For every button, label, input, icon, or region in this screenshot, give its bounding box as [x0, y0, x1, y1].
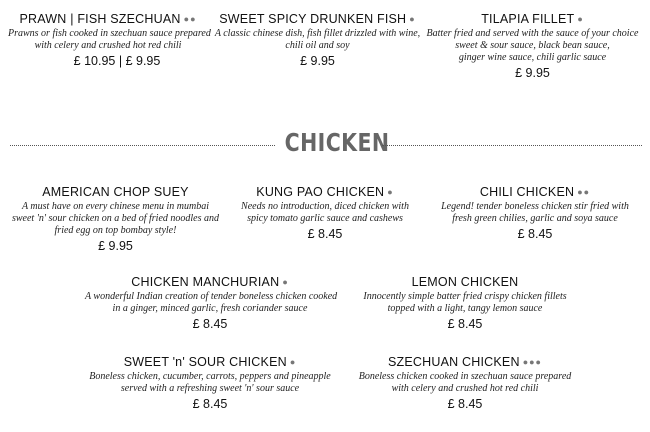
spice-level-indicator: ● [289, 357, 297, 367]
section-title: CHICKEN [284, 128, 390, 157]
dish-title: AMERICAN CHOP SUEY [42, 185, 189, 199]
dish-title: SWEET 'n' SOUR CHICKEN ● [123, 355, 297, 369]
dish-description: Boneless chicken cooked in szechuan sauce prepared with celery and crushed hot red chili [358, 371, 572, 394]
dish-price: £ 8.45 [447, 317, 483, 331]
dish-description: Innocently simple batter fried crispy chicken fillets topped with a light, tangy lemon sauce [363, 291, 567, 314]
dish-title: KUNG PAO CHICKEN ● [256, 185, 394, 199]
dish-description: Needs no introduction, diced chicken with spicy tomato garlic sauce and cashews [241, 201, 409, 224]
dish-description: Boneless chicken, cucumber, carrots, peppers and pineapple served with a refreshing sweet 'n' sour sauce [89, 371, 331, 394]
menu-item-szechuan-chicken [355, 355, 575, 412]
dish-description: A wonderful Indian creation of tender boneless chicken cooked in a ginger, minced garlic, fresh coriander sauce [85, 291, 338, 314]
dish-price: £ 8.45 [307, 227, 343, 241]
spice-level-indicator: ●●● [522, 357, 542, 367]
dish-price: £ 8.45 [192, 317, 228, 331]
menu-item-american-chop-suey [8, 185, 223, 254]
dish-title: LEMON CHICKEN [411, 275, 519, 289]
dish-price: £ 10.95 | £ 9.95 [73, 54, 161, 68]
spice-level-indicator: ●● [577, 187, 591, 197]
dish-title: CHILI CHICKEN ●● [479, 185, 591, 199]
dish-description: A must have on every chinese menu in mumbai sweet 'n' sour chicken on a bed of fried noodles and fried egg on top bombay style! [11, 201, 220, 236]
menu-item-lemon-chicken [355, 275, 575, 332]
section-heading-chicken [0, 128, 650, 162]
menu-item-sweet-spicy-drunken-fish [210, 12, 425, 69]
spice-level-indicator: ● [387, 187, 394, 197]
dish-price: £ 9.95 [515, 66, 550, 80]
dish-description: Prawns or fish cooked in szechuan sauce prepared with celery and crushed hot red chili [8, 28, 211, 51]
spice-level-indicator: ●● [183, 14, 197, 24]
spice-level-indicator: ● [577, 14, 584, 24]
dish-title: SWEET SPICY DRUNKEN FISH ● [219, 12, 416, 26]
dish-description: Batter fried and served with the sauce of your choice sweet & sour sauce, black bean sauce, ginger wine sauce, chili garlic sauce [426, 28, 639, 63]
dish-description: A classic chinese dish, fish fillet drizzled with wine, chili oil and soy [214, 28, 421, 51]
dish-title: TILAPIA FILLET ● [481, 12, 584, 26]
menu-item-prawn-fish-szechuan [8, 12, 211, 69]
dish-title: PRAWN | FISH SZECHUAN ●● [19, 12, 197, 26]
dish-title: CHICKEN MANCHURIAN ● [131, 275, 289, 289]
dish-price: £ 9.95 [98, 239, 133, 253]
dish-description: Legend! tender boneless chicken stir fried with fresh green chilies, garlic and soya sauce [441, 201, 629, 224]
menu-item-chicken-manchurian [85, 275, 338, 332]
dotted-divider-left [10, 145, 275, 146]
menu-item-chili-chicken [430, 185, 640, 242]
dotted-divider-right [382, 145, 642, 146]
menu-item-tilapia-fillet [425, 12, 640, 81]
dish-title: SZECHUAN CHICKEN ●●● [388, 355, 542, 369]
menu-item-kung-pao-chicken [225, 185, 425, 242]
dish-price: £ 8.45 [447, 397, 483, 411]
menu-item-sweet-n-sour-chicken [85, 355, 335, 412]
dish-price: £ 8.45 [192, 397, 228, 411]
dish-price: £ 8.45 [517, 227, 553, 241]
spice-level-indicator: ● [409, 14, 416, 24]
spice-level-indicator: ● [282, 277, 289, 287]
dish-price: £ 9.95 [300, 54, 335, 68]
